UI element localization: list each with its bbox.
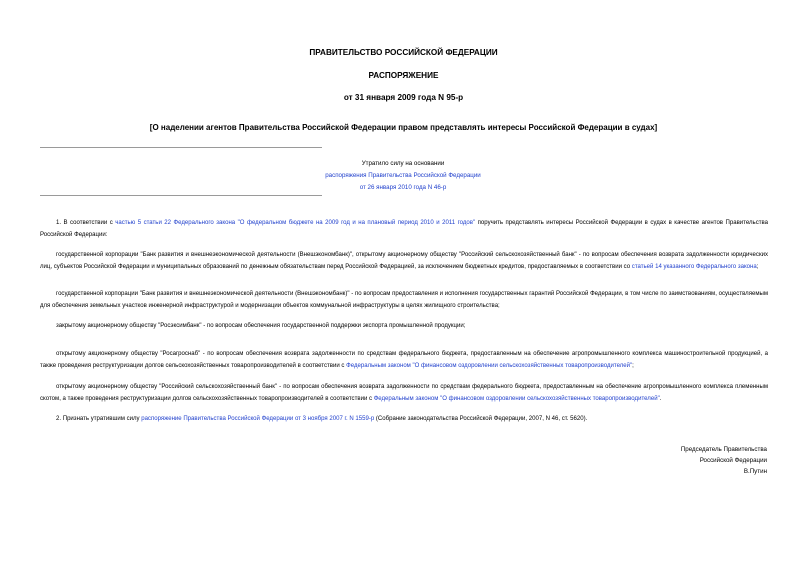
paragraph-2: [40, 413, 768, 425]
paragraph-7-text-a: 2. Признать утратившим силу: [56, 416, 142, 422]
paragraph-7-text-b: (Собрание законодательства Российской Федерации, 2007, N 46, ст. 5620).: [374, 416, 588, 422]
paragraph-5-text-b: ;: [632, 363, 634, 369]
paragraph-1-text-a: 1. В соответствии с: [56, 220, 116, 226]
organization-heading: ПРАВИТЕЛЬСТВО РОССИЙСКОЙ ФЕДЕРАЦИИ: [309, 48, 498, 57]
paragraph-veb-rshb: [40, 249, 768, 273]
signature-position: Председатель Правительства: [680, 446, 767, 453]
paragraph-3-text: государственной корпорации "Банк развития и внешнеэкономической деятельности (Внешэкономбанк)" - по вопросам предоставления и исполнения государственных гарантий Российской Федерации, в том числе по заимствованиям, осуществляемым для обеспечения земельных участков инженерной инфраструктурой и модернизации объектов коммунальной инфраструктуры в целях жилищного строительства;: [40, 291, 768, 309]
bottom-divider: [40, 195, 322, 196]
expired-note-line1: Утратило силу на основании: [361, 160, 445, 167]
law-article-link[interactable]: частью 5 статьи 22 Федерального закона "О федеральном бюджете на 2009 год и на плановый период 2010 и 2011 годов": [115, 220, 476, 226]
paragraph-roseximbank: [40, 320, 768, 332]
paragraph-1-text-b: поручить представлять интересы Российской Федерации в судах в качестве агентов Правительства Российской Федерации:: [40, 220, 769, 238]
paragraph-6-text-a: открытому акционерному обществу "Российский сельскохозяйственный банк" - по вопросам обеспечения возврата задолженности по средствам федерального бюджета, предоставленным на обеспечение агропромышленного комплекса племенным скотом, а также проведения реструктуризации долгов сельскохозяйственных товаропроизводителей в соответствии с: [40, 384, 768, 402]
signature-country: Российской Федерации: [699, 457, 767, 464]
document-date-number: от 31 января 2009 года N 95-р: [343, 93, 464, 102]
document-title: [О наделении агентов Правительства Российской Федерации правом представлять интересы Российской Федерации в судах]: [149, 123, 658, 132]
paragraph-rshb-livestock: [40, 381, 768, 405]
signature-name: В.Путин: [743, 468, 767, 475]
financial-recovery-law-link[interactable]: Федеральным законом "О финансовом оздоровлении сельскохозяйственных товаропроизводителей": [346, 363, 633, 369]
financial-recovery-law-link-2[interactable]: Федеральным законом "О финансовом оздоровлении сельскохозяйственных товаропроизводителей": [373, 396, 660, 402]
paragraph-veb-guarantees: [40, 288, 768, 312]
expired-note-link[interactable]: распоряжения Правительства Российской Федерации: [325, 172, 481, 179]
paragraph-1: [40, 217, 768, 241]
paragraph-6-text-b: .: [659, 396, 662, 402]
paragraph-rosagrosnab: [40, 348, 768, 372]
article-14-link[interactable]: статьей 14 указанного Федерального закона: [631, 264, 757, 270]
paragraph-4-text: закрытому акционерному обществу "Росэксимбанк" - по вопросам обеспечения государственной поддержки экспорта промышленной продукции;: [56, 323, 466, 329]
document-type-heading: РАСПОРЯЖЕНИЕ: [368, 71, 439, 80]
repealed-order-link[interactable]: распоряжение Правительства Российской Федерации от 3 ноября 2007 г. N 1559-р: [141, 416, 375, 422]
paragraph-2-text-b: ;: [756, 264, 759, 270]
paragraph-2-text-a: государственной корпорации "Банк развития и внешнеэкономической деятельности (Внешэкономбанк)", открытому акционерному обществу "Российский сельскохозяйственный банк" - по вопросам обеспечения возврата задолженности юридических лиц, субъектов Российской Федерации и муниципальных образований по денежным обязательствам перед Российской Федерацией, за исключением бюджетных кредитов, предоставляемых в соответствии со: [40, 252, 768, 270]
expired-note-link-date[interactable]: от 26 января 2010 года N 46-р: [359, 184, 447, 191]
top-divider: [40, 147, 322, 148]
paragraph-5-text-a: открытому акционерному обществу "Росагроснаб" - по вопросам обеспечения возврата задолженности по средствам федерального бюджета, предоставленным на обеспечение агропромышленного комплекса машиностроительной продукцией, а также проведения реструктуризации долгов сельскохозяйственных товаропроизводителей в соответствии с: [40, 351, 768, 369]
